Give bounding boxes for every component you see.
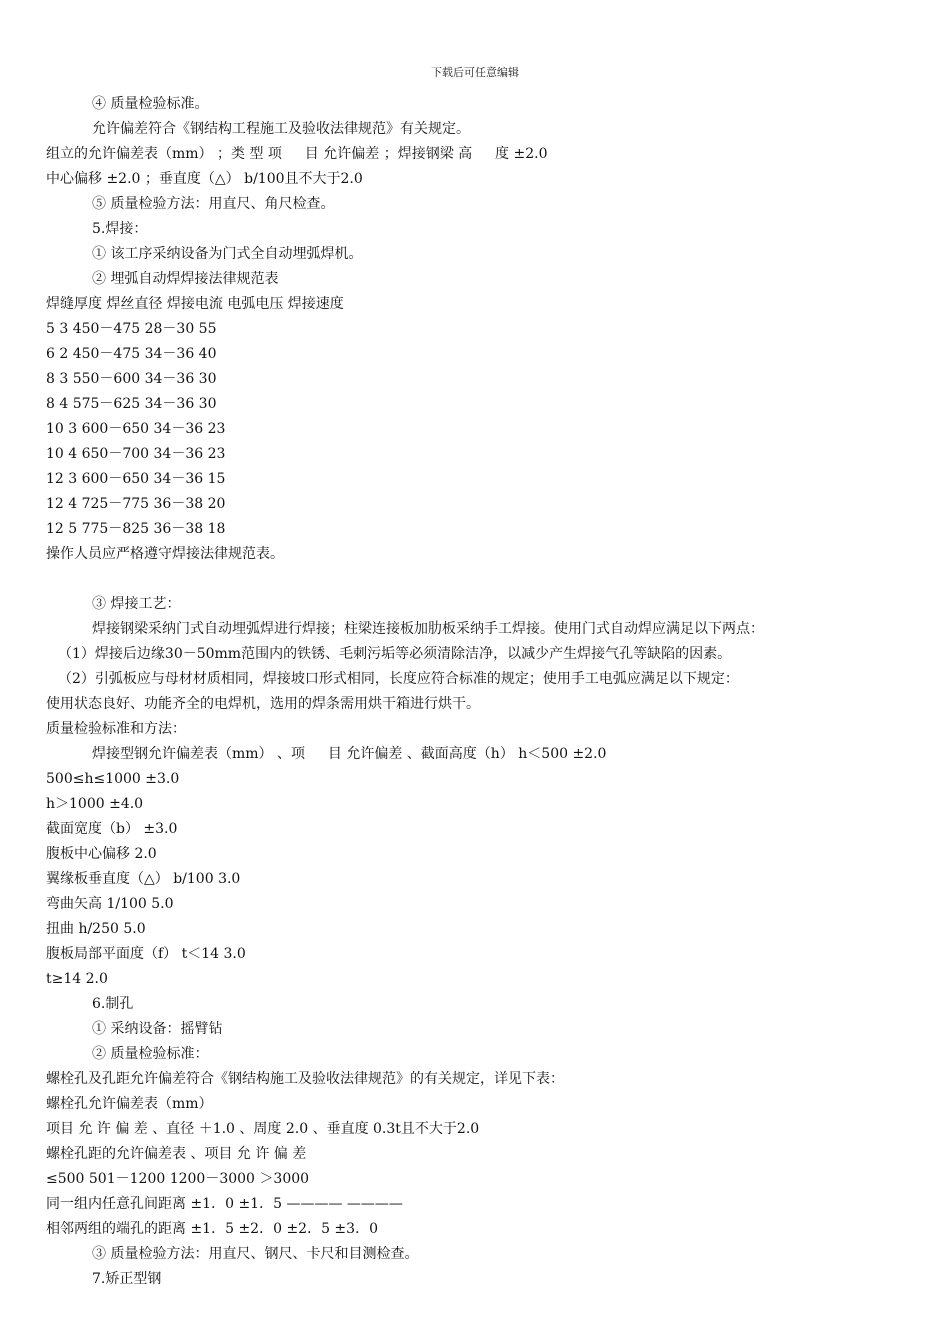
welding-table-row: 12 5 775－825 36－38 18: [46, 521, 226, 537]
welding-table-row: 8 3 550－600 34－36 30: [46, 371, 217, 387]
tolerance-table-line: 同一组内任意孔间距离 ±1．0 ±1．5 ———— ————: [46, 1196, 403, 1212]
paragraph-line: ① 采纳设备：摇臂钻: [92, 1021, 223, 1037]
tolerance-table-line: 腹板中心偏移 2.0: [46, 846, 157, 862]
tolerance-table-line: 扭曲 h/250 5.0: [46, 921, 146, 937]
section-heading-quality-standard: ④ 质量检验标准。: [92, 96, 209, 112]
tolerance-table-line: 螺栓孔允许偏差表（mm）: [46, 1096, 213, 1112]
tolerance-table-line: 翼缘板垂直度（△） b/100 3.0: [46, 871, 241, 887]
welding-table-row: 10 4 650－700 34－36 23: [46, 446, 226, 462]
tolerance-table-line: 组立的允许偏差表（mm） ；类 型 项 目 允许偏差 ；焊接钢梁 高 度 ±2.0: [46, 146, 548, 162]
section-heading-welding-process: ③ 焊接工艺：: [92, 596, 181, 612]
tolerance-table-line: 焊接型钢允许偏差表（mm） 、项 目 允许偏差 、截面高度（h） h＜500 ±2.0: [92, 746, 607, 762]
blank-line: [46, 567, 926, 592]
tolerance-table-line: ≤500 501－1200 1200－3000 ＞3000: [46, 1171, 310, 1187]
paragraph-line: （1）焊接后边缘30－50mm范围内的铁锈、毛刺污垢等必须清除洁净，以减少产生焊接气孔等缺陷的因素。: [58, 646, 732, 662]
paragraph-line: ② 质量检验标准：: [92, 1046, 209, 1062]
welding-table-row: 6 2 450－475 34－36 40: [46, 346, 217, 362]
paragraph-line: 允许偏差符合《钢结构工程施工及验收法律规范》有关规定。: [92, 121, 470, 137]
paragraph-line: 焊接钢梁采纳门式自动埋弧焊进行焊接；柱梁连接板加肋板采纳手工焊接。使用门式自动焊应满足以下两点：: [92, 621, 764, 637]
tolerance-table-line: 中心偏移 ±2.0 ；垂直度（△） b/100且不大于2.0: [46, 171, 363, 187]
tolerance-table-line: 相邻两组的端孔的距离 ±1．5 ±2．0 ±2．5 ±3．0: [46, 1221, 378, 1237]
section-heading-welding: 5.焊接：: [92, 221, 148, 237]
paragraph-line: ③ 质量检验方法：用直尺、钢尺、卡尺和目测检查。: [92, 1246, 419, 1262]
tolerance-table-line: h＞1000 ±4.0: [46, 796, 144, 812]
page-header: 下载后可任意编辑: [431, 66, 519, 79]
tolerance-table-line: 弯曲矢高 1/100 5.0: [46, 896, 174, 912]
welding-table-header: 焊缝厚度 焊丝直径 焊接电流 电弧电压 焊接速度: [46, 296, 344, 312]
section-heading-straightening: 7.矫正型钢: [92, 1271, 162, 1287]
document-body: [46, 92, 926, 1292]
paragraph-line: 质量检验标准和方法：: [46, 721, 186, 737]
welding-table-row: 10 3 600－650 34－36 23: [46, 421, 226, 437]
tolerance-table-line: 螺栓孔距的允许偏差表 、项目 允 许 偏 差: [46, 1146, 307, 1162]
paragraph-line: （2）引弧板应与母材材质相同，焊接坡口形式相同，长度应符合标准的规定；使用手工电弧应满足以下规定：: [58, 671, 739, 687]
paragraph-line: ② 埋弧自动焊焊接法律规范表: [92, 271, 279, 287]
welding-table-row: 5 3 450－475 28－30 55: [46, 321, 217, 337]
section-heading-drilling: 6.制孔: [92, 996, 134, 1012]
tolerance-table-line: 项目 允 许 偏 差 、直径 ＋1.0 、周度 2.0 、垂直度 0.3t且不大于2.0: [46, 1121, 480, 1137]
paragraph-line: ① 该工序采纳设备为门式全自动埋弧焊机。: [92, 246, 363, 262]
paragraph-line: 操作人员应严格遵守焊接法律规范表。: [46, 546, 284, 562]
tolerance-table-line: 截面宽度（b） ±3.0: [46, 821, 178, 837]
tolerance-table-line: t≥14 2.0: [46, 971, 108, 987]
section-heading-inspection-method: ⑤ 质量检验方法：用直尺、角尺检查。: [92, 196, 335, 212]
welding-table-row: 8 4 575－625 34－36 30: [46, 396, 217, 412]
paragraph-line: 螺栓孔及孔距允许偏差符合《钢结构施工及验收法律规范》的有关规定，详见下表：: [46, 1071, 564, 1087]
paragraph-line: 使用状态良好、功能齐全的电焊机，选用的焊条需用烘干箱进行烘干。: [46, 696, 480, 712]
welding-table-row: 12 4 725－775 36－38 20: [46, 496, 226, 512]
tolerance-table-line: 500≤h≤1000 ±3.0: [46, 771, 180, 787]
tolerance-table-line: 腹板局部平面度（f） t＜14 3.0: [46, 946, 246, 962]
welding-table-row: 12 3 600－650 34－36 15: [46, 471, 226, 487]
